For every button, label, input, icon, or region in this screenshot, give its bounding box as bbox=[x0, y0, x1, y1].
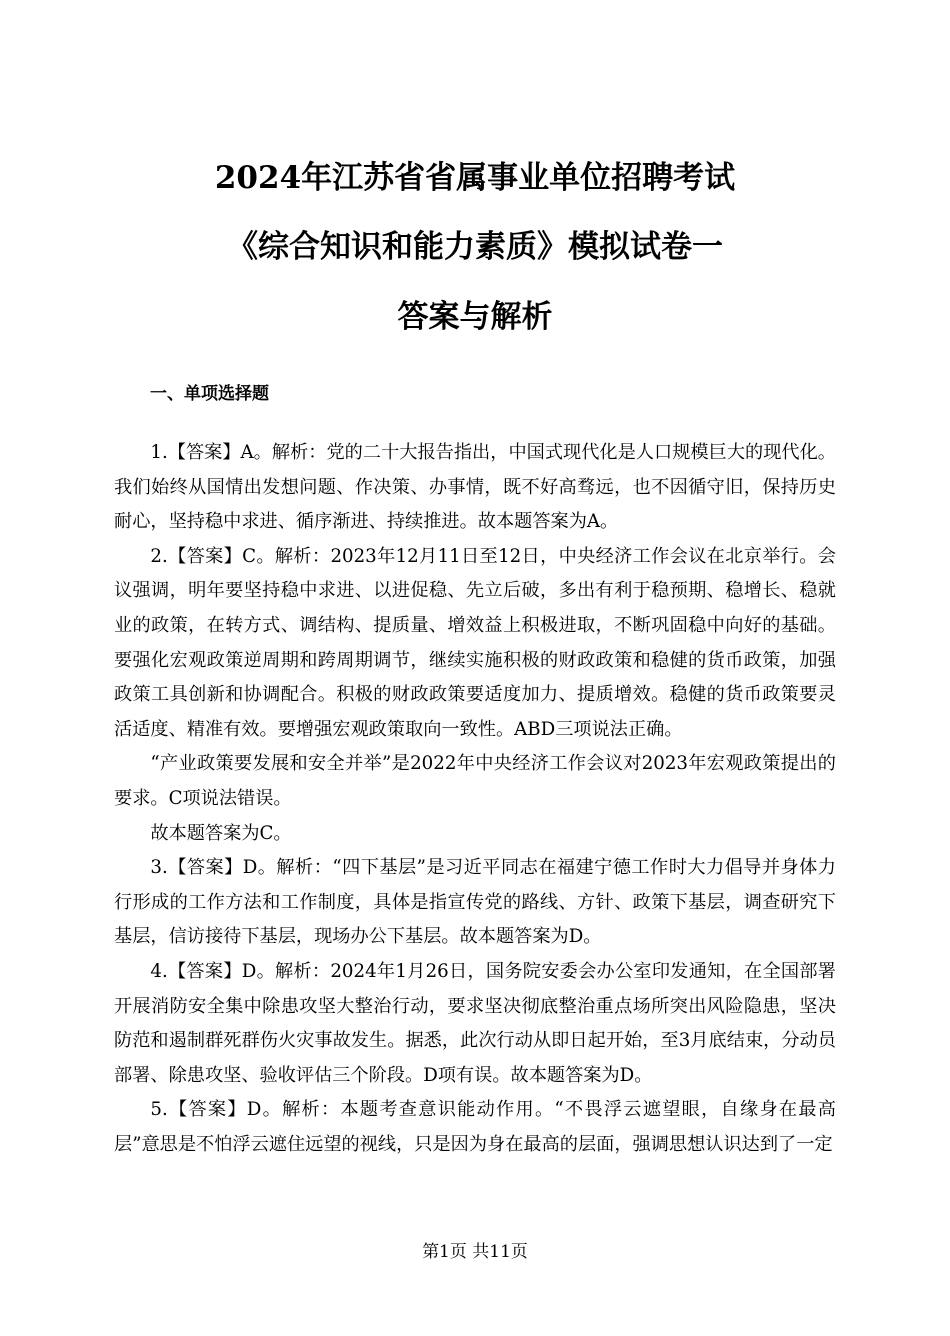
answer-paragraph-3: 3.【答案】D。解析：“四下基层”是习近平同志在福建宁德工作时大力倡导并身体力行形成的工作方法和工作制度，具体是指宣传党的路线、方针、政策下基层，调查研究下基层，信访接待下基层，现场办公下基层。故本题答案为D。 bbox=[114, 857, 836, 948]
answer-paragraph-4: 4.【答案】D。解析：2024年1月26日，国务院安委会办公室印发通知，在全国部署开展消防安全集中除患攻坚大整治行动，要求坚决彻底整治重点场所突出风险隐患，坚决防范和遏制群死群伤火灾事故发生。据悉，此次行动从即日起开始，至3月底结束，分动员部署、除患攻坚、验收评估三个阶段。D项有误。故本题答案为D。 bbox=[114, 960, 836, 1086]
section-heading: 一、单项选择题 bbox=[150, 384, 269, 404]
title-line-1: 2024年江苏省省属事业单位招聘考试 bbox=[214, 160, 736, 196]
answer-paragraph-5: 5.【答案】D。解析：本题考查意识能动作用。“不畏浮云遮望眼，自缘身在最高层”意思是不怕浮云遮住远望的视线，只是因为身在最高的层面，强调思想认识达到了一定 bbox=[114, 1099, 836, 1155]
answer-paragraph-2-note: “产业政策要发展和安全并举”是2022年中央经济工作会议对2023年宏观政策提出的要求。C项说法错误。 bbox=[114, 753, 836, 809]
answer-paragraph-2-conclusion: 故本题答案为C。 bbox=[150, 822, 292, 844]
answer-paragraph-1: 1.【答案】A。解析：党的二十大报告指出，中国式现代化是人口规模巨大的现代化。我们始终从国情出发想问题、作决策、办事情，既不好高骛远，也不因循守旧，保持历史耐心，坚持稳中求进、循序渐进、持续推进。故本题答案为A。 bbox=[114, 442, 836, 533]
answer-body bbox=[114, 436, 836, 1162]
title-line-3: 答案与解析 bbox=[397, 299, 553, 335]
answer-paragraph-2: 2.【答案】C。解析：2023年12月11日至12日，中央经济工作会议在北京举行。会议强调，明年要坚持稳中求进、以进促稳、先立后破，多出有利于稳预期、稳增长、稳就业的政策，在转方式、调结构、提质量、增效益上积极进取，不断巩固稳中向好的基础。要强化宏观政策逆周期和跨周期调节，继续实施积极的财政政策和稳健的货币政策，加强政策工具创新和协调配合。积极的财政政策要适度加力、提质增效。稳健的货币政策要灵活适度、精准有效。要增强宏观政策取向一致性。ABD三项说法正确。 bbox=[114, 545, 836, 740]
title-line-2: 《综合知识和能力素质》模拟试卷一 bbox=[227, 229, 723, 265]
page-number-footer: 第1页 共11页 bbox=[422, 1242, 528, 1262]
